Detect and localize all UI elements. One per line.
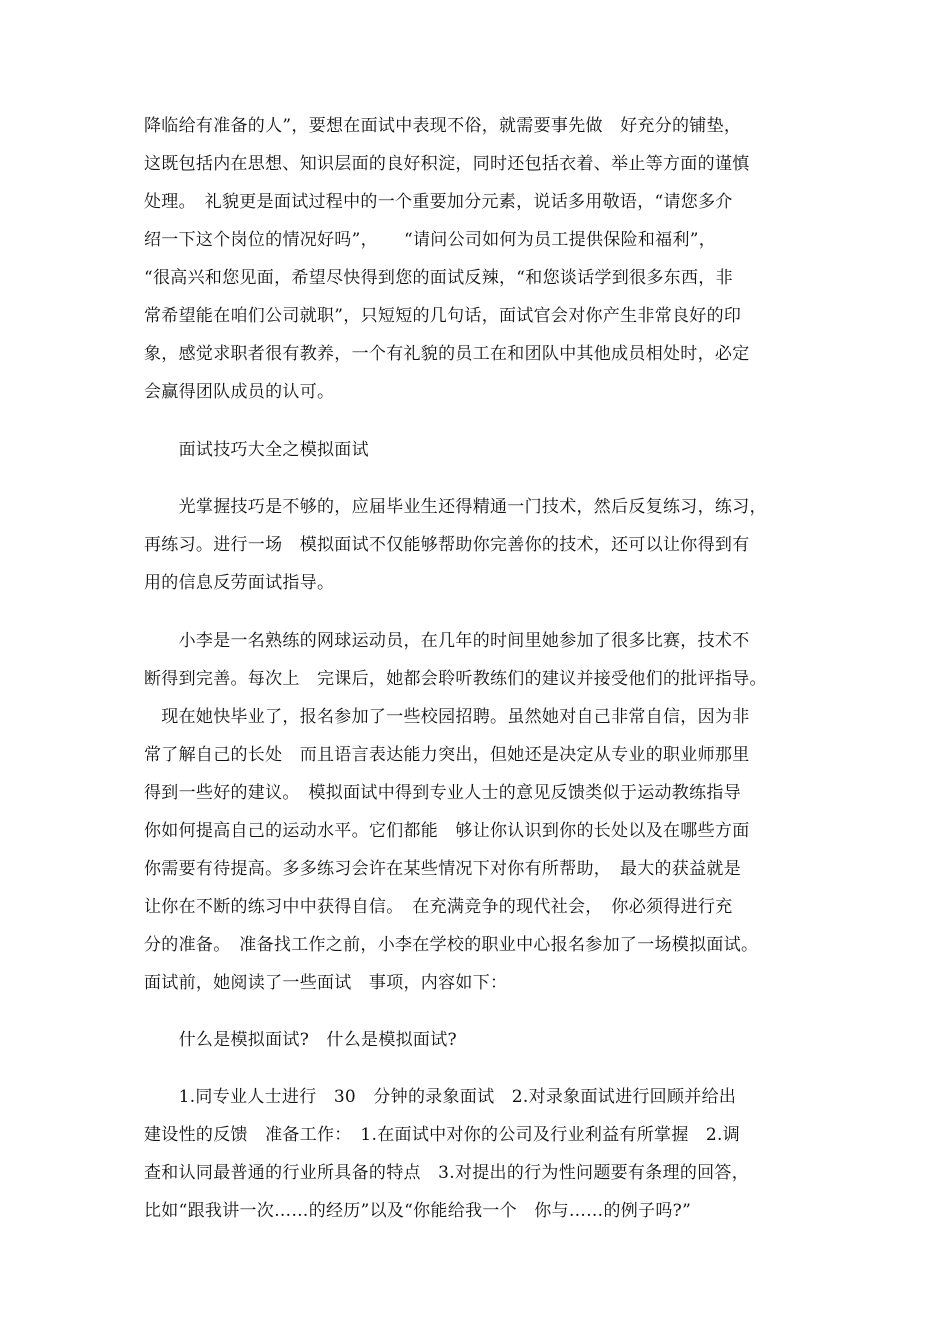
text-line: 这既包括内在思想、知识层面的良好积淀，同时还包括衣着、举止等方面的谨慎 <box>144 154 750 174</box>
text-line: 断得到完善。每次上 完课后，她都会聆听教练们的建议并接受他们的批评指导。 <box>144 669 767 689</box>
text-line: 绍一下这个岗位的情况好吗”， “请问公司如何为员工提供保险和福利”， <box>144 230 717 250</box>
text-line: 你如何提高自己的运动水平。它们都能 够让你认识到你的长处以及在哪些方面 <box>144 821 750 841</box>
text-line: 你需要有待提高。多多练习会许在某些情况下对你有所帮助， 最大的获益就是 <box>144 859 741 879</box>
text-line: 1.同专业人士进行 30 分钟的录象面试 2.对录象面试进行回顾并给出 <box>144 1087 737 1107</box>
text-line: 让你在不断的练习中中获得自信。 在充满竞争的现代社会， 你必须得进行充 <box>144 897 733 917</box>
text-line: 光掌握技巧是不够的，应届毕业生还得精通一门技术，然后反复练习，练习， <box>144 497 767 517</box>
text-line: 比如“跟我讲一次……的经历”以及“你能给我一个 你与……的例子吗?” <box>144 1201 692 1221</box>
text-line: 常希望能在咱们公司就职”，只短短的几句话，面试官会对你产生非常良好的印 <box>144 306 742 326</box>
text-line: 小李是一名熟练的网球运动员，在几年的时间里她参加了很多比赛，技术不 <box>144 631 750 651</box>
text-line: 什么是模拟面试? 什么是模拟面试? <box>144 1030 457 1050</box>
text-line: 用的信息反劳面试指导。 <box>144 573 335 593</box>
section-heading: 面试技巧大全之模拟面试 <box>144 440 369 460</box>
text-line: 面试前，她阅读了一些面试 事项，内容如下： <box>144 973 508 993</box>
text-line: 得到一些好的建议。 模拟面试中得到专业人士的意见反馈类似于运动教练指导 <box>144 783 741 803</box>
text-line: 再练习。进行一场 模拟面试不仅能够帮助你完善你的技术，还可以让你得到有 <box>144 535 750 555</box>
text-line: “很高兴和您见面，希望尽快得到您的面试反辣，“和您谈话学到很多东西，非 <box>144 268 733 288</box>
text-line: 会赢得团队成员的认可。 <box>144 382 335 402</box>
text-line: 降临给有准备的人”，要想在面试中表现不俗，就需要事先做 好充分的铺垫， <box>144 116 742 136</box>
text-line: 现在她快毕业了，报名参加了一些校园招聘。虽然她对自己非常自信，因为非 <box>144 707 750 727</box>
text-line: 象，感觉求职者很有教养，一个有礼貌的员工在和团队中其他成员相处时，必定 <box>144 344 750 364</box>
text-line: 分的准备。 准备找工作之前，小李在学校的职业中心报名参加了一场模拟面试。 <box>144 935 759 955</box>
text-line: 处理。 礼貌更是面试过程中的一个重要加分元素，说话多用敬语，“请您多介 <box>144 192 733 212</box>
text-line: 常了解自己的长处 而且语言表达能力突出，但她还是决定从专业的职业师那里 <box>144 745 750 765</box>
text-line: 查和认同最普通的行业所具备的特点 3.对提出的行为性问题要有条理的回答， <box>144 1163 750 1183</box>
text-line: 建设性的反馈 准备工作： 1.在面试中对你的公司及行业利益有所掌握 2.调 <box>144 1125 741 1145</box>
